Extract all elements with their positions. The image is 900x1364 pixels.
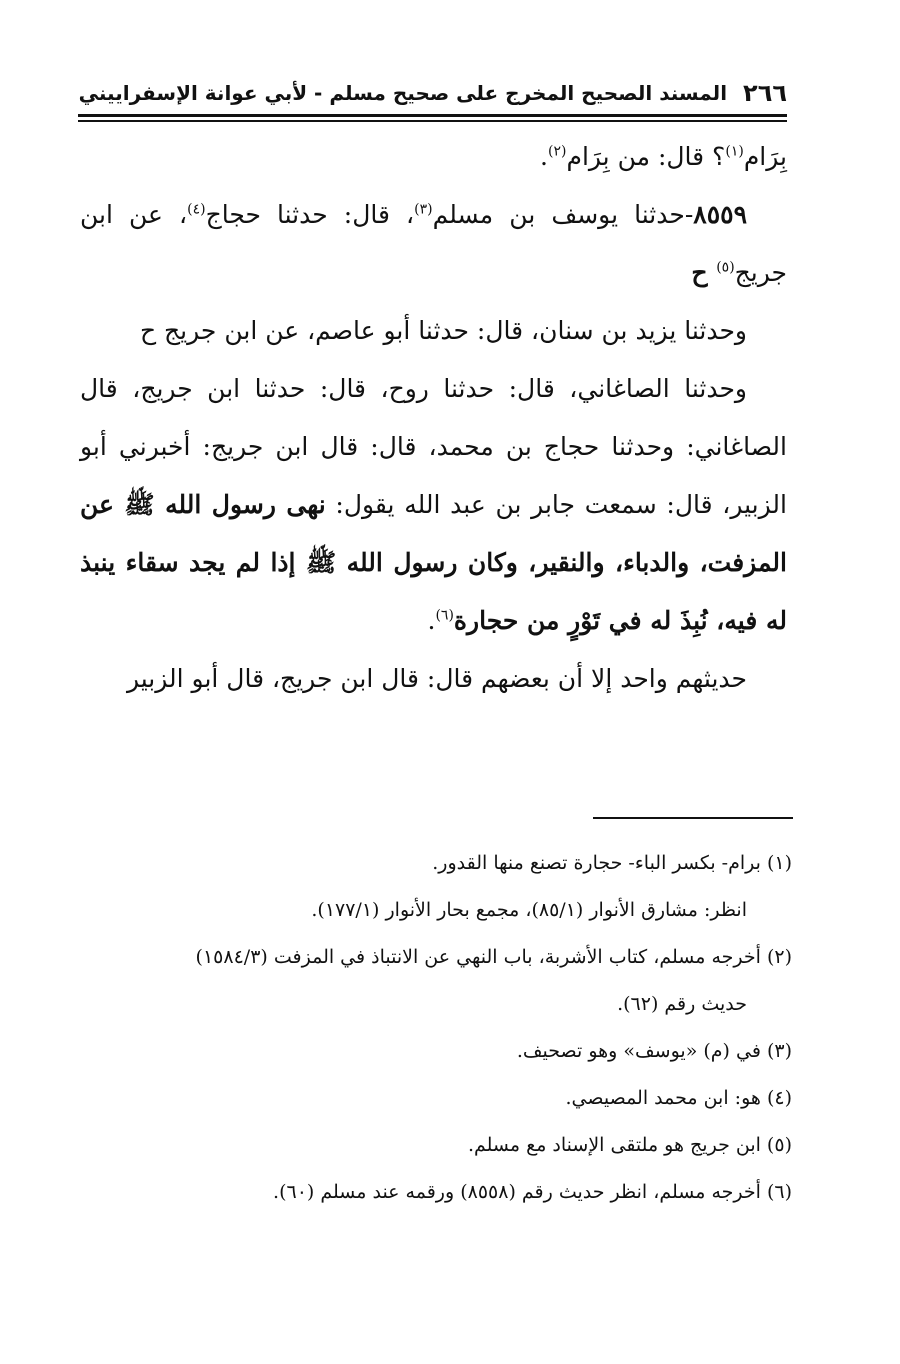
book-title: المسند الصحيح المخرج على صحيح مسلم - لأبي عوانة الإسفراييني xyxy=(78,81,728,105)
hadith-number: ٨٥٥٩ xyxy=(693,200,748,229)
footnote-5: (٥) ابن جريج هو ملتقى الإسناد مع مسلم. xyxy=(467,1134,792,1156)
footnote-ref: (٢) xyxy=(548,143,567,160)
footnote-3: (٣) في (م) «يوسف» وهو تصحيف. xyxy=(516,1040,792,1062)
footnote-ref: (٦) xyxy=(435,607,454,624)
footnote-ref: (١) xyxy=(725,143,744,160)
header-rule-thin xyxy=(78,120,787,122)
matn-text: نهى رسول الله ﷺ عن المزفت، والدباء، والنقير، وكان رسول الله ﷺ إذا لم يجد سقاء ينبذ له فيه، نُبِذَ له في تَوْرٍ من حجارة xyxy=(80,490,787,635)
footnotes xyxy=(80,840,792,1216)
footnote-4: (٤) هو: ابن محمد المصيصي. xyxy=(565,1087,792,1109)
page-number: ٢٦٦ xyxy=(743,79,787,107)
footnote-6: (٦) أخرجه مسلم، انظر حديث رقم (٨٥٥٨) ورقمه عند مسلم (٦٠). xyxy=(273,1181,792,1203)
paragraph-1: بِرَام$^{(١)}$؟ قال: من بِرَام$^{(٢)}$. xyxy=(540,142,787,171)
header-rule-thick xyxy=(78,114,787,117)
footnote-1: (١) برام- بكسر الباء- حجارة تصنع منها القدور. xyxy=(432,852,792,874)
main-text xyxy=(80,128,787,708)
footnote-ref: (٣) xyxy=(414,201,433,218)
footnote-ref: (٥) xyxy=(716,259,735,276)
paragraph-3: وحدثنا يزيد بن سنان، قال: حدثنا أبو عاصم، عن ابن جريج ح xyxy=(139,316,747,345)
footnote-ref: (٤) xyxy=(187,201,206,218)
footnote-2-cont: حديث رقم (٦٢). xyxy=(617,993,747,1015)
footnote-separator xyxy=(593,817,793,819)
paragraph-5: حديثهم واحد إلا أن بعضهم قال: قال ابن جريج، قال أبو الزبير xyxy=(126,664,747,693)
running-header xyxy=(78,76,787,110)
hadith-8559: ٨٥٥٩-حدثنا يوسف بن مسلم$^{(٣)}$، قال: حدثنا حجاج$^{(٤)}$، عن ابن جريج$^{(٥)}$ ح xyxy=(80,200,787,287)
footnote-2: (٢) أخرجه مسلم، كتاب الأشربة، باب النهي عن الانتباذ في المزفت (١٥٨٤/٣) xyxy=(195,946,792,968)
paragraph-4: وحدثنا الصاغاني، قال: حدثنا روح، قال: حدثنا ابن جريج، قال الصاغاني: وحدثنا حجاج بن محمد، قال: قال ابن جريج: أخبرني أبو الزبير، قال: سمعت جابر بن عبد الله يقول: نهى رسول الله ﷺ عن المزفت، والدباء، والنقير، وكان رسول الله ﷺ إذا لم يجد سقاء ينبذ له فيه، نُبِذَ له في تَوْرٍ من حجارة$^{(٦)}$. xyxy=(80,374,787,635)
footnote-1-cont: انظر: مشارق الأنوار (٨٥/١)، مجمع بحار الأنوار (١٧٧/١). xyxy=(311,899,747,921)
